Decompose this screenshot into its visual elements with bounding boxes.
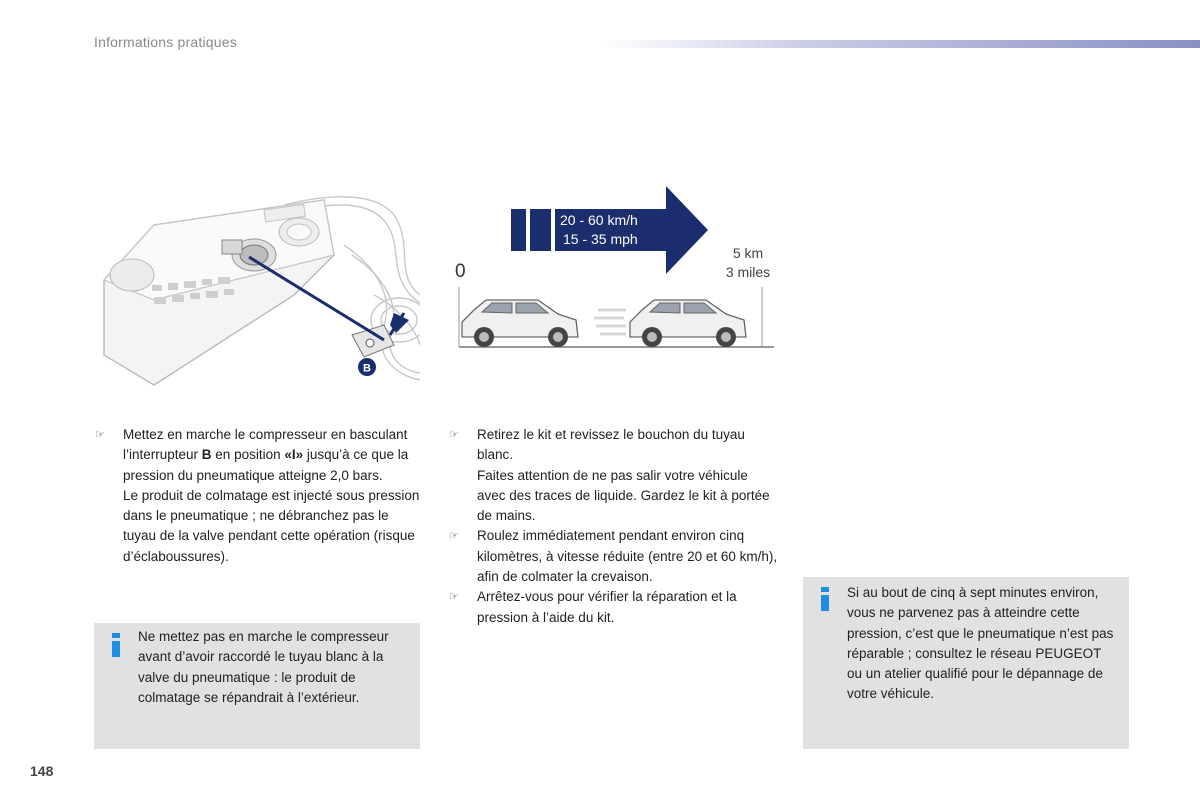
pointing-hand-icon: ☞ [449, 429, 459, 441]
info-icon [110, 633, 122, 657]
bullet-drive: ☞ Roulez immédiatement pendant environ cinq kilomètres, à vitesse réduite (entre 20 et 60 km/h), afin de colmater la crevaison. [449, 528, 778, 585]
bullet-start-compressor [94, 425, 420, 567]
info-box-text: Si au bout de cinq à sept minutes environ, vous ne parvenez pas à atteindre cette pression, c’est que le pneumatique n’est pas réparable ; consultez le réseau PEUGEOT ou un atelier qualifié pour le dépannage de votre véhicule. [847, 585, 1114, 702]
bullet-stop-check: ☞ Arrêtez-vous pour vérifier la réparation et la pression à l’aide du kit. [449, 589, 737, 625]
page-number: 148 [30, 763, 54, 779]
start-distance-label: 0 [455, 261, 466, 282]
bullet-remove-kit: ☞ Retirez le kit et revissez le bouchon du tuyau blanc. Faites attention de ne pas salir votre véhicule avec des traces de liquide. Gardez le kit à portée de mains. [449, 427, 770, 524]
speed-mph-label: 15 - 35 mph [563, 231, 638, 247]
speed-kmh-label: 20 - 60 km/h [560, 212, 638, 228]
instructions-middle-column [448, 425, 780, 628]
info-box-not-repairable [803, 577, 1129, 749]
car-end-icon [630, 300, 746, 347]
drive-distance-illustration [448, 182, 778, 357]
pointing-hand-icon: ☞ [95, 429, 105, 441]
bullet-text: Mettez en marche le compresseur en basculant l’interrupteur B en position «I» jusqu’à ce que la pression du pneumatique atteigne 2,0 bars. [123, 427, 409, 483]
section-title: Informations pratiques [94, 34, 237, 50]
car-start-icon [462, 300, 578, 347]
pointing-hand-icon: ☞ [449, 530, 459, 543]
callout-b-label: B [363, 362, 371, 375]
compressor-illustration [94, 185, 420, 390]
instructions-left-column [94, 425, 420, 567]
pointing-hand-icon: ☞ [449, 591, 459, 604]
bullet-note: Le produit de colmatage est injecté sous pression dans le pneumatique ; ne débranchez pas le tuyau de la valve pendant cette opération (risque d’éclaboussures). [123, 487, 420, 564]
info-box-warning [94, 623, 420, 749]
info-box-text: Ne mettez pas en marche le compresseur avant d’avoir raccordé le tuyau blanc à la valve du pneumatique : le produit de colmatage se répandrait à l’extérieur. [138, 629, 389, 705]
distance-miles-label: 3 miles [725, 264, 771, 280]
header-gradient-bar [600, 40, 1200, 48]
info-icon [819, 587, 831, 611]
distance-km-label: 5 km [732, 245, 764, 261]
